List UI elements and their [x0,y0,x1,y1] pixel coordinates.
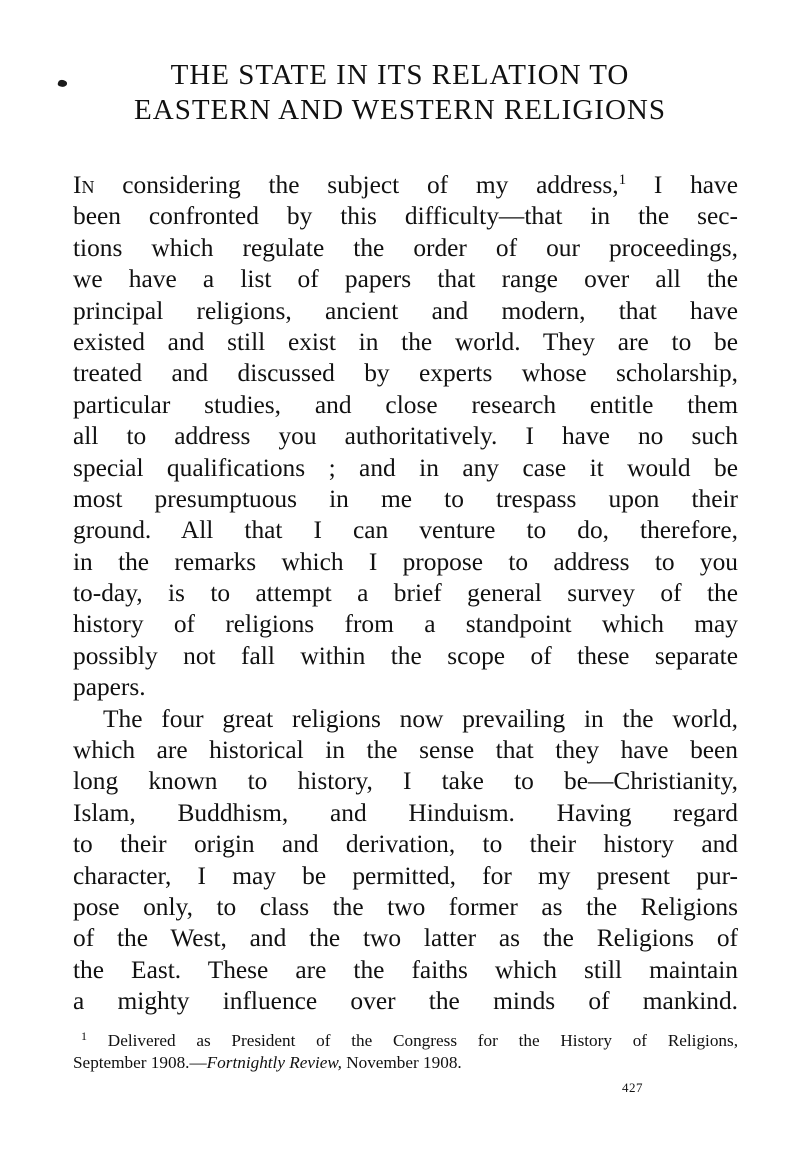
paragraph-1-line: special qualifications ; and in any case it would be [73,453,738,482]
paragraph-2-line: a mighty influence over the minds of mankind. [73,987,738,1016]
paragraph-1-line: all to address you authoritatively. I have no such [73,422,738,451]
paragraph-1-line: treated and discussed by experts whose scholarship, [73,359,738,388]
footnote-text-2: September 1908.— [73,1053,207,1072]
footnote-reference: 1 [618,172,627,188]
paragraph-1-line: tions which regulate the order of our proceedings, [73,233,738,262]
paragraph-1-line: been confronted by this difficulty—that in the sec- [73,202,738,231]
title-line-1: THE STATE IN ITS RELATION TO [170,59,630,91]
footnote-line-2 [73,1052,738,1074]
paragraph-2-line: the East. These are the faiths which still maintain [73,955,738,984]
paragraph-1-line: most presumptuous in me to trespass upon their [73,484,738,513]
dropword: In [73,171,95,199]
paragraph-2-line: long known to history, I take to be—Christianity, [73,767,738,796]
footnote [73,1030,738,1074]
title-line-2: EASTERN AND WESTERN RELIGIONS [134,94,666,126]
paragraph-1-line-1-text: considering the subject of my address, [94,171,619,199]
footnote-text-1: Delivered as President of the Congress for the History of Religions, [87,1031,738,1050]
paragraph-1-line: ground. All that I can venture to do, therefore, [73,516,738,545]
paragraph-1-line: papers. [73,673,146,702]
journal-title: Fortnightly Review, [206,1053,342,1072]
paragraph-1-line: principal religions, ancient and modern, that have [73,296,738,325]
body-text [73,170,738,1018]
footnote-number: 1 [81,1029,87,1043]
paragraph-2-line: The four great religions now prevailing in the world, [103,704,738,733]
paragraph-2-line: pose only, to class the two former as the Religions [73,892,738,921]
paragraph-2-line: Islam, Buddhism, and Hinduism. Having regard [73,798,738,827]
paragraph-1-line-1 [73,170,738,201]
paragraph-2-line: character, I may be permitted, for my present pur- [73,861,738,890]
paragraph-1-line: we have a list of papers that range over all the [73,265,738,294]
paragraph-1-line: existed and still exist in the world. They are to be [73,327,738,356]
paragraph-1-line: to-day, is to attempt a brief general survey of the [73,579,738,608]
chapter-title [60,58,740,128]
paragraph-1-line: particular studies, and close research entitle them [73,390,738,419]
paragraph-1-line: in the remarks which I propose to address to you [73,547,738,576]
paragraph-1-line-1-end: I have [626,171,738,199]
page-number: 427 [622,1080,643,1095]
paragraph-2-line: of the West, and the two latter as the Religions of [73,924,738,953]
paragraph-2-line: to their origin and derivation, to their history and [73,830,738,859]
paragraph-2-line: which are historical in the sense that they have been [73,736,738,765]
paragraph-1-line: history of religions from a standpoint which may [73,610,738,639]
paragraph-1-line: possibly not fall within the scope of these separate [73,641,738,670]
footnote-text-3: November 1908. [341,1053,462,1072]
footnote-line-1 [73,1030,738,1052]
